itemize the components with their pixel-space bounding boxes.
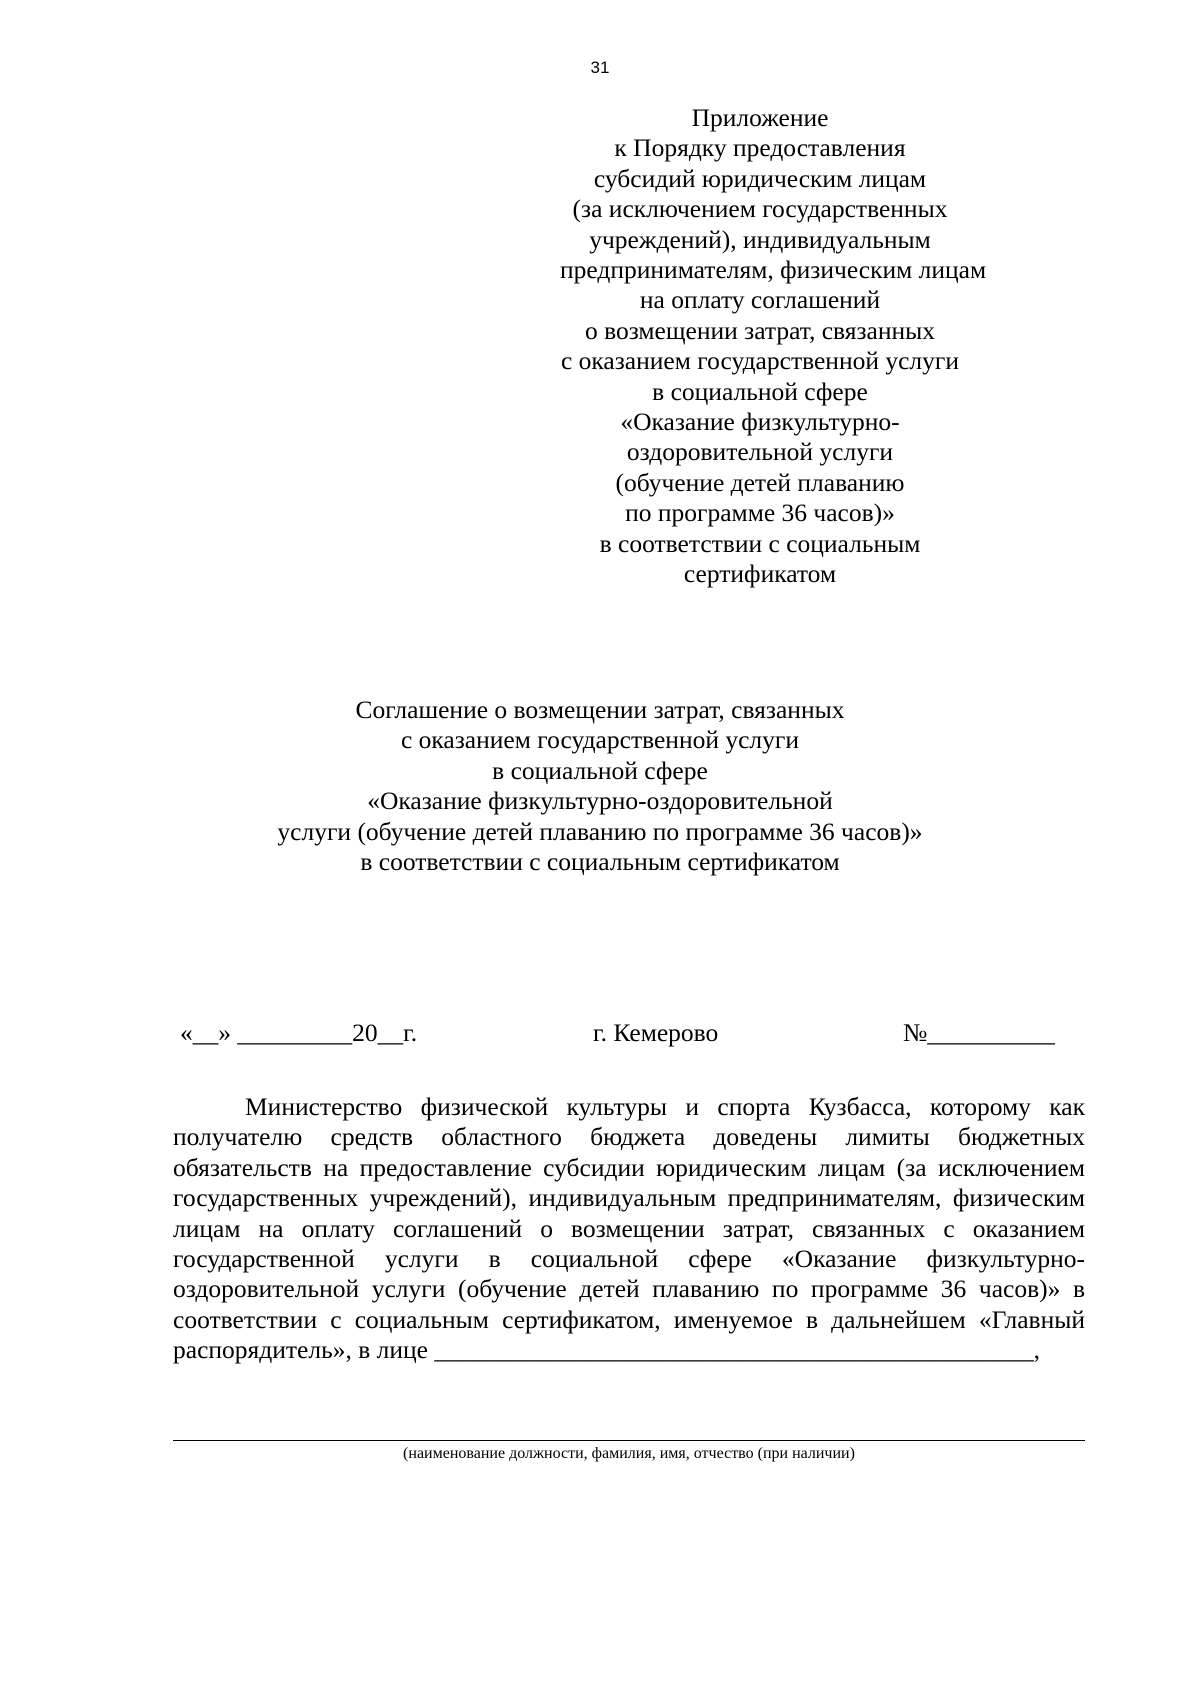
agreement-title-line: в соответствии с социальным сертификатом <box>360 847 840 877</box>
appendix-line: учреждений), индивидуальным <box>589 224 931 254</box>
page-number: 31 <box>590 58 610 77</box>
agreement-title-line: с оказанием государственной услуги <box>400 725 800 755</box>
appendix-line: предпринимателям, физическим лицам <box>560 255 987 285</box>
appendix-line: по программе 36 часов)» <box>625 498 895 528</box>
appendix-line: (за исключением государственных <box>572 194 948 224</box>
agreement-number-field: №__________ <box>903 1018 1055 1047</box>
appendix-line: в соответствии с социальным <box>599 528 921 558</box>
appendix-line: в социальной сфере <box>652 376 868 406</box>
city-label: г. Кемерово <box>593 1018 719 1047</box>
date-field: «__» _________20__г. <box>180 1018 418 1047</box>
appendix-line: о возмещении затрат, связанных <box>584 315 936 345</box>
appendix-header <box>560 103 987 590</box>
agreement-title-line: в социальной сфере <box>492 755 708 785</box>
appendix-line: к Порядку предоставления <box>614 133 906 163</box>
appendix-line: «Оказание физкультурно- <box>620 407 900 437</box>
agreement-title <box>200 695 1000 877</box>
appendix-line: на оплату соглашений <box>639 285 881 315</box>
appendix-line: субсидий юридическим лицам <box>593 163 927 193</box>
appendix-line: (обучение детей плаванию <box>615 467 905 497</box>
appendix-line: с оказанием государственной услуги <box>560 346 960 376</box>
signature-underline <box>173 1440 1085 1441</box>
signature-caption: (наименование должности, фамилия, имя, отчество (при наличии) <box>403 1445 855 1462</box>
body-paragraph: Министерство физической культуры и спорта Кузбасса, которому как получателю средств областного бюджета доведены лимиты бюджетных обязательств на предоставление субсидии юридическим лицам (за исключением государственных учреждений), индивидуальным предпринимателям, физическим лицам на оплату соглашений о возмещении затрат, связанных с оказанием государственной услуги в социальной сфере «Оказание физкультурно-оздоровительной услуги (обучение детей плаванию по программе 36 часов)» в соответствии с социальным сертификатом, именуемое в дальнейшем «Главный распорядитель», в лице _______________________________________________, <box>173 1092 1085 1365</box>
agreement-title-line: услуги (обучение детей плаванию по программе 36 часов)» <box>277 816 923 846</box>
agreement-title-line: Соглашение о возмещении затрат, связанных <box>355 695 845 724</box>
date-place-number-line <box>180 1018 1080 1052</box>
appendix-line: сертификатом <box>683 559 837 589</box>
agreement-title-line: «Оказание физкультурно-оздоровительной <box>367 786 833 816</box>
appendix-line: Приложение <box>691 103 829 132</box>
appendix-line: оздоровительной услуги <box>626 437 894 467</box>
